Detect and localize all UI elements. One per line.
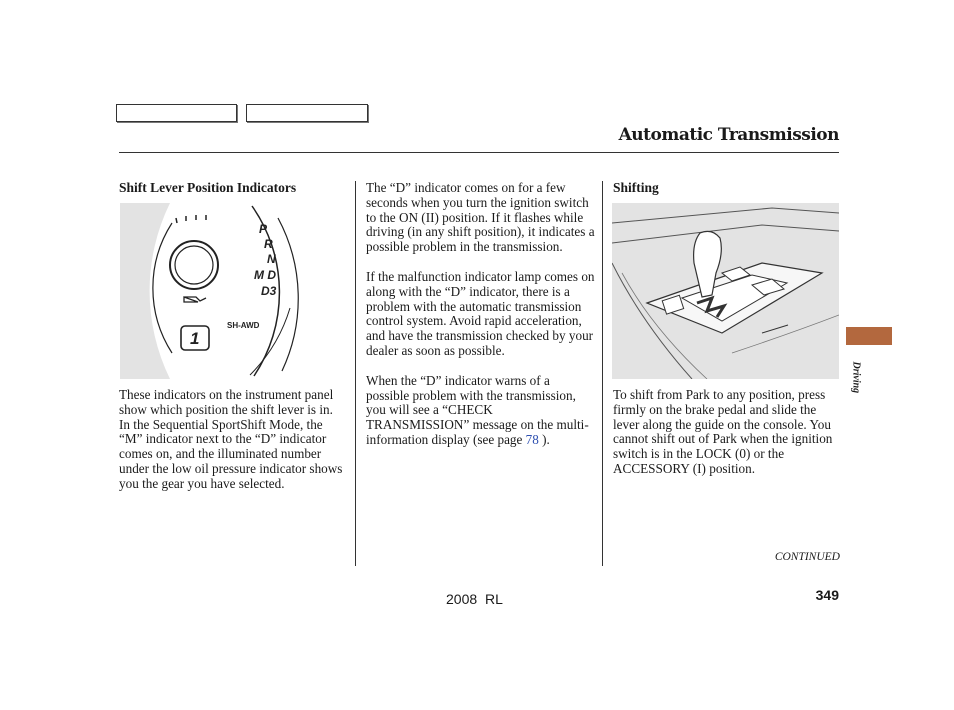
shifting-heading: Shifting (613, 180, 659, 195)
paragraph-closing: ). (542, 431, 550, 447)
malfunction-paragraph: If the malfunction indicator lamp comes on along with the “D” indicator, there is a problem with the automatic transmission control system. Avoid rapid acceleration, and have the transmission checked by your dealer as soon as possible. (366, 268, 595, 358)
model-label: 2008 RL (446, 591, 503, 607)
page-title: Automatic Transmission (618, 125, 839, 145)
section-tab[interactable] (846, 327, 892, 345)
indicator-description: These indicators on the instrument panel show which position the shift lever is in. In the Sequential SportShift Mode, the “M” indicator next to the “D” indicator comes on, and the illuminated number under the low oil pressure indicator shows you the gear you have selected. (119, 387, 343, 491)
gear-r: R (264, 237, 273, 251)
indicator-illustration (120, 203, 346, 379)
check-transmission-paragraph (366, 374, 596, 448)
section-tab-label: Driving (850, 361, 862, 394)
gear-display: 1 (190, 329, 200, 348)
page-reference-link[interactable]: 78 (525, 431, 539, 447)
column-divider-1 (355, 181, 356, 566)
gear-m-d: M D (254, 268, 276, 282)
middle-column (366, 181, 596, 463)
gear-p: P (259, 222, 268, 236)
d-indicator-paragraph: The “D” indicator comes on for a few seconds when you turn the ignition switch to the ON (II) position. If it flashes while driving (in any shift position), it indicates a possible problem in the transmission. (366, 180, 595, 255)
title-rule (119, 152, 839, 153)
column-divider-2 (602, 181, 603, 566)
shift-indicator-heading: Shift Lever Position Indicators (119, 180, 297, 195)
shift-console-illustration (612, 203, 839, 379)
sh-awd-badge: SH-AWD (227, 321, 260, 330)
check-transmission-text: When the “D” indicator warns of a possible problem with the transmission, you will see a “CHECK TRANSMISSION” message on the multi-information display (see page (366, 372, 589, 447)
gear-n: N (267, 252, 276, 266)
nav-button-2[interactable] (246, 104, 368, 122)
shift-console-graphic (612, 203, 839, 379)
instrument-gauge-graphic (120, 203, 346, 379)
gear-d3: D3 (261, 284, 277, 298)
page-number: 349 (815, 587, 839, 603)
nav-button-1[interactable] (116, 104, 237, 122)
continued-label: CONTINUED (774, 551, 840, 563)
shifting-description: To shift from Park to any position, press firmly on the brake pedal and slide the lever along the guide on the console. You cannot shift out of Park when the ignition switch is in the LOCK (0) or the ACCESSORY (I) position. (613, 387, 833, 476)
